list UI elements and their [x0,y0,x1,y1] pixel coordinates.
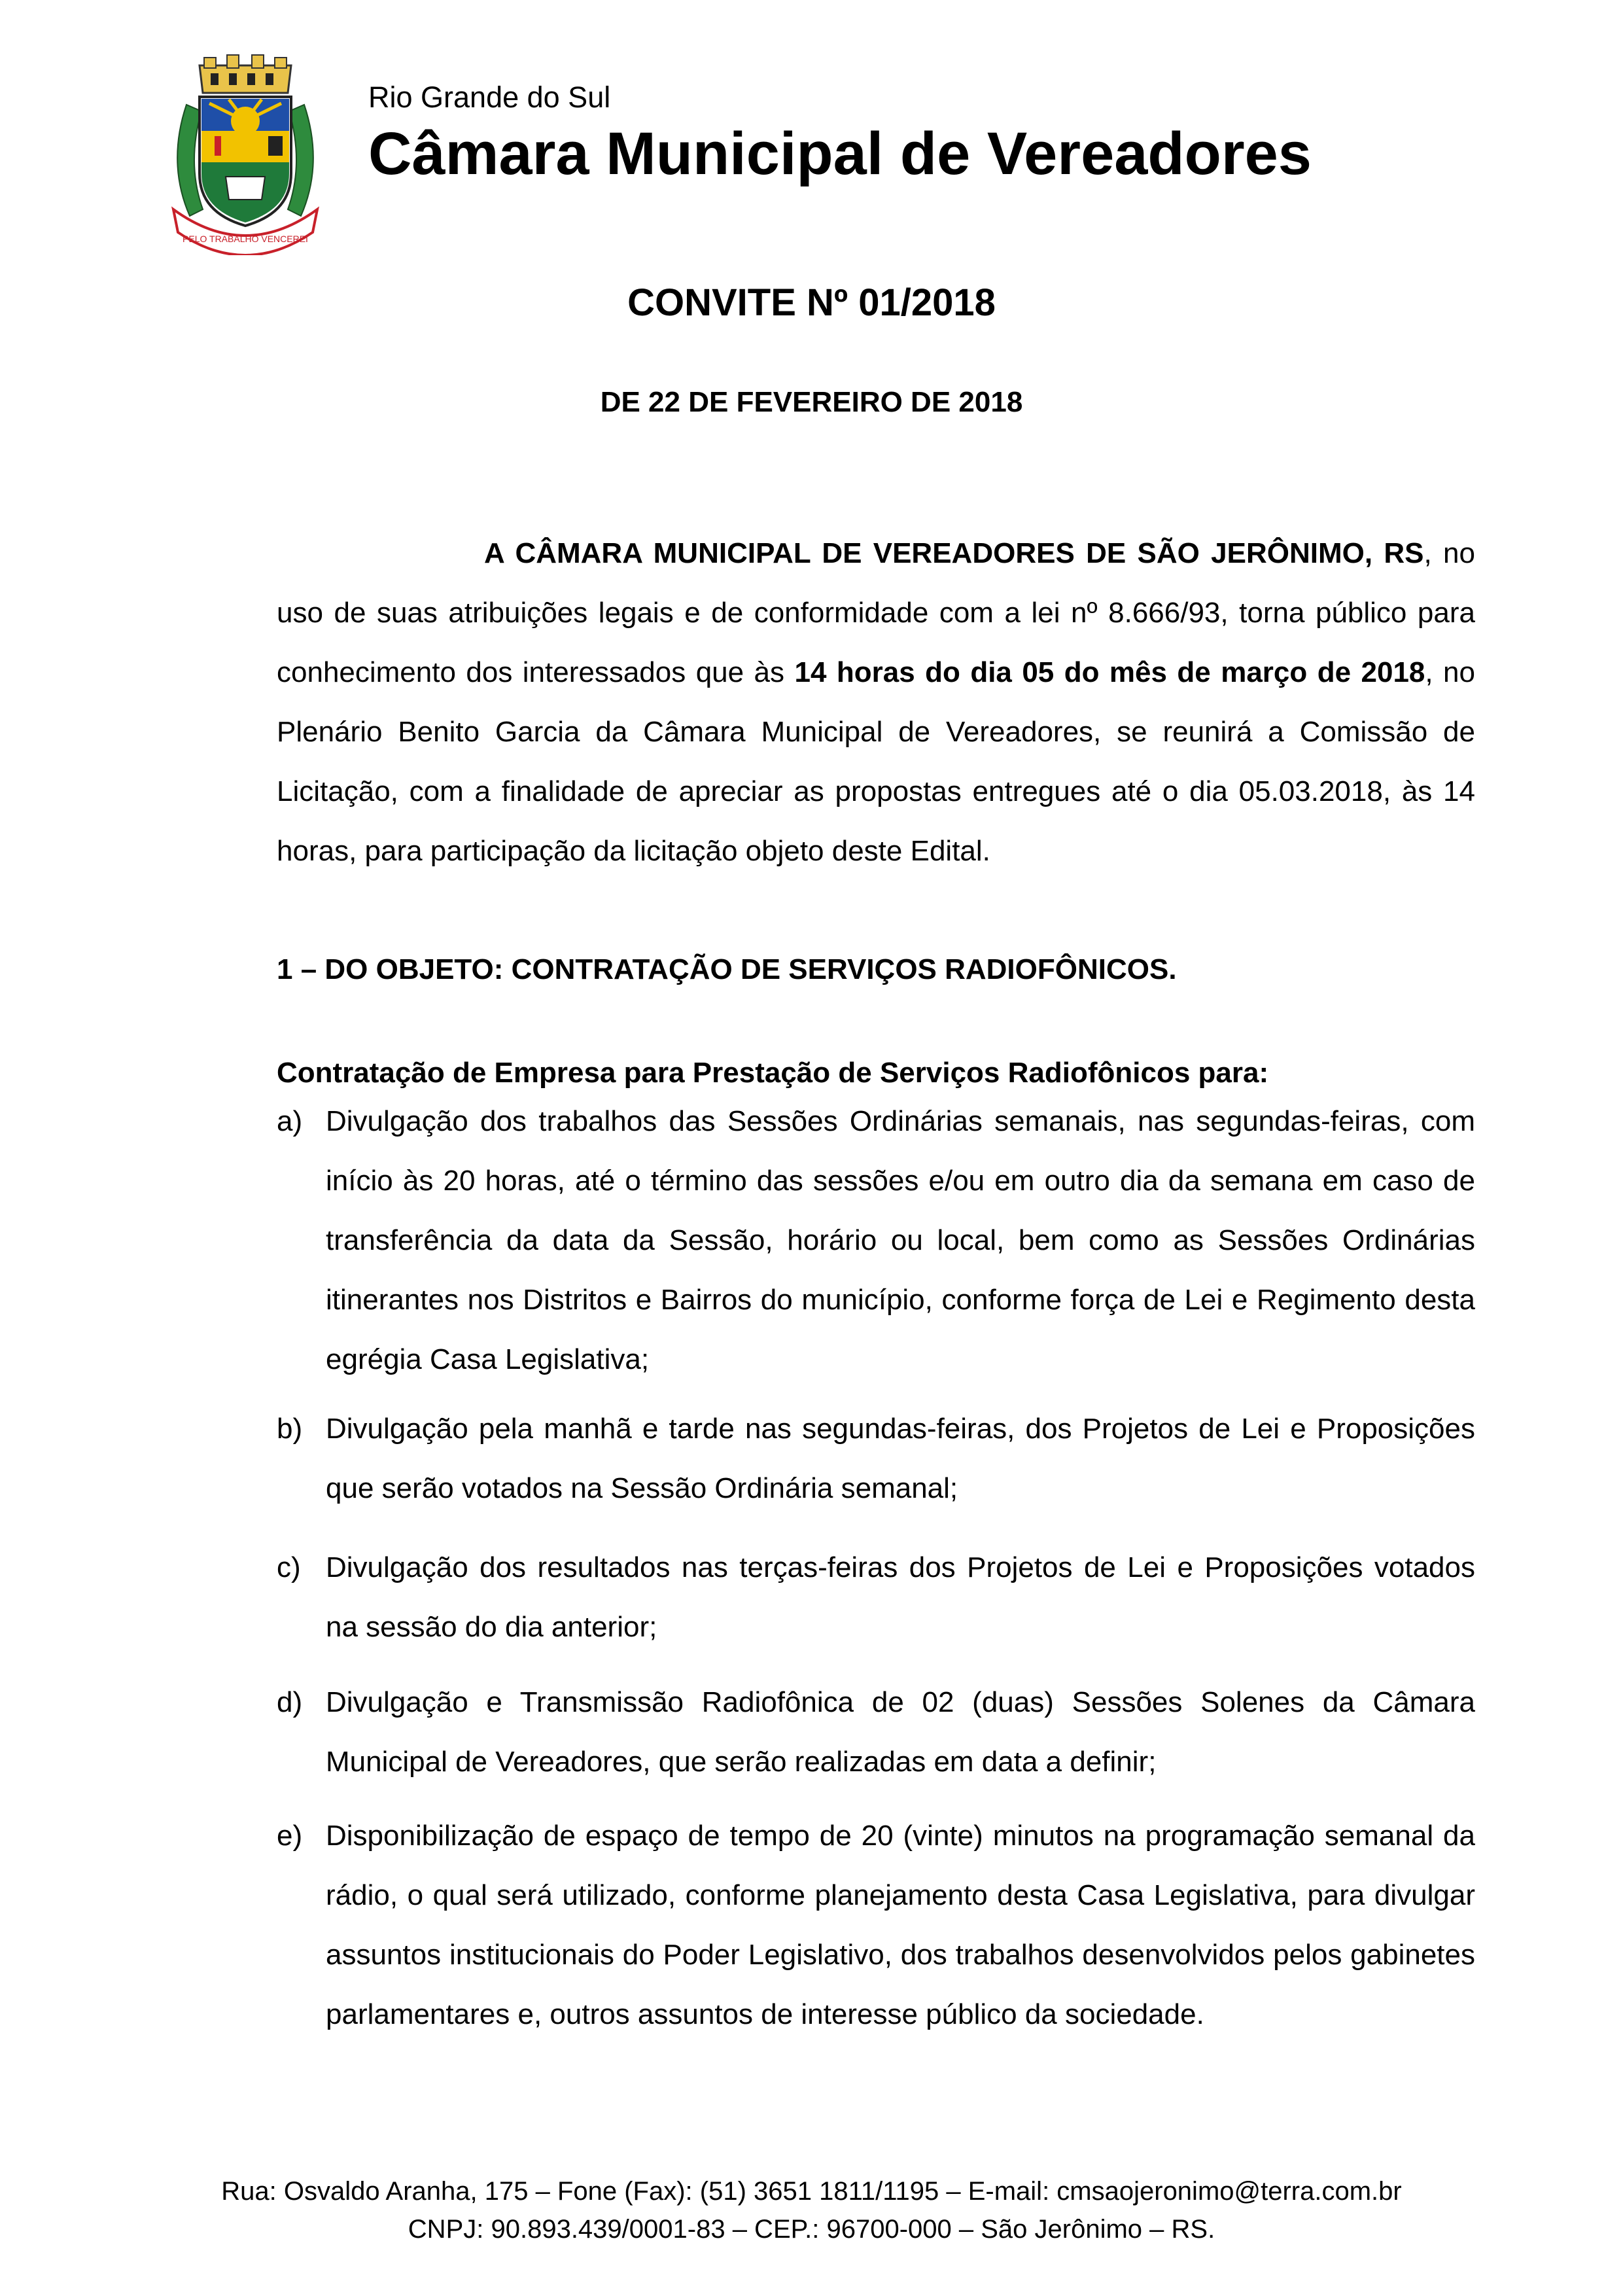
section-heading: 1 – DO OBJETO: CONTRATAÇÃO DE SERVIÇOS RADIOFÔNICOS. [277,953,1177,985]
document-date: DE 22 DE FEVEREIRO DE 2018 [600,386,1023,418]
list-item-text: Divulgação dos trabalhos das Sessões Ordinárias semanais, nas segundas-feiras, com início às 20 horas, até o término das sessões e/ou em outro dia da semana em caso de transferência da data da Sessão, horário ou local, bem como as Sessões Ordinárias itinerantes nos Distritos e Bairros do município, conforme força de Lei e Regimento desta egrégia Casa Legislativa; [326,1105,1475,1375]
chamber-name: Câmara Municipal de Vereadores [368,120,1312,187]
intro-paragraph [277,523,1475,881]
coat-of-arms-icon [164,52,327,255]
list-item-a [277,1091,1475,1389]
list-marker: a) [277,1105,303,1137]
intro-text-1: , no uso de suas atribuições legais e de conformidade com a lei nº 8.666/93, torna público para conhecimento dos interessados que às [277,537,1475,688]
intro-bold-datetime: 14 horas do dia 05 do mês de março de 2018 [794,656,1425,688]
state-name: Rio Grande do Sul [368,80,611,114]
document-title: CONVITE Nº 01/2018 [627,281,996,324]
list-marker: e) [277,1820,303,1852]
list-marker: b) [277,1413,303,1445]
crest-motto: PELO TRABALHO VENCEREI [183,234,308,244]
footer-address: Rua: Osvaldo Aranha, 175 – Fone (Fax): (51) 3651 1811/1195 – E-mail: cmsaojeronimo@terra.com.br [221,2177,1402,2206]
list-item-d [277,1672,1475,1792]
list-item-c [277,1538,1475,1657]
list-item-text: Divulgação e Transmissão Radiofônica de 02 (duas) Sessões Solenes da Câmara Municipal de Vereadores, que serão realizadas em data a definir; [326,1686,1475,1778]
list-item-e [277,1806,1475,2044]
list-item-text: Divulgação dos resultados nas terças-feiras dos Projetos de Lei e Proposições votados na sessão do dia anterior; [326,1551,1475,1643]
municipal-crest [164,52,327,255]
footer-registry: CNPJ: 90.893.439/0001-83 – CEP.: 96700-000 – São Jerônimo – RS. [408,2215,1215,2244]
list-intro: Contratação de Empresa para Prestação de Serviços Radiofônicos para: [277,1057,1269,1089]
intro-text-2: , no Plenário Benito Garcia da Câmara Municipal de Vereadores, se reunirá a Comissão de Licitação, com a finalidade de apreciar as propostas entregues até o dia 05.03.2018, às 14 horas, para participação da licitação objeto deste Edital. [277,656,1475,867]
intro-bold-institution: A CÂMARA MUNICIPAL DE VEREADORES DE SÃO JERÔNIMO, RS [484,537,1424,569]
list-item-b [277,1399,1475,1518]
list-item-text: Disponibilização de espaço de tempo de 20 (vinte) minutos na programação semanal da rádio, o qual será utilizado, conforme planejamento desta Casa Legislativa, para divulgar assuntos institucionais do Poder Legislativo, dos trabalhos desenvolvidos pelos gabinetes parlamentares e, outros assuntos de interesse público da sociedade. [326,1820,1475,2030]
list-marker: d) [277,1686,303,1718]
list-marker: c) [277,1551,301,1583]
list-item-text: Divulgação pela manhã e tarde nas segundas-feiras, dos Projetos de Lei e Proposições que serão votados na Sessão Ordinária semanal; [326,1413,1475,1504]
